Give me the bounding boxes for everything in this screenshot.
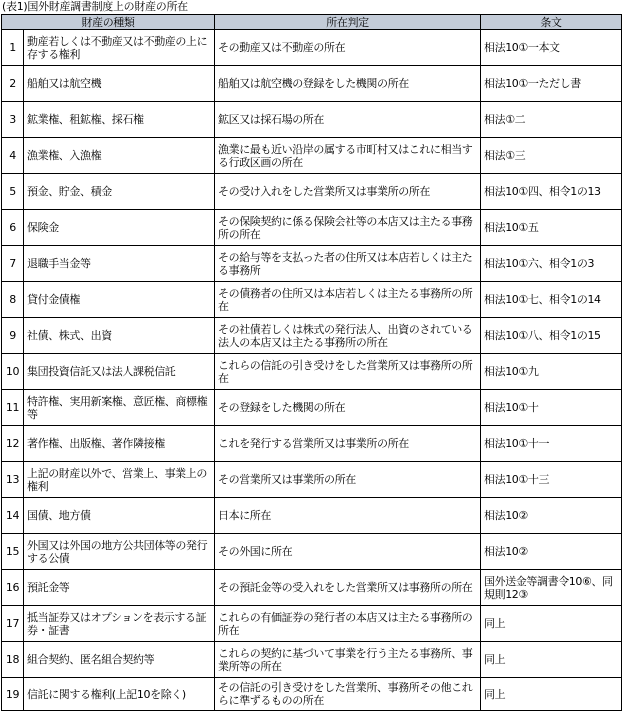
property-location-table (1, 14, 622, 711)
article-cell: 同上 (481, 678, 622, 711)
row-number: 13 (2, 462, 24, 498)
row-number: 9 (2, 318, 24, 354)
article-cell: 相法10①七、相令1の14 (481, 282, 622, 318)
location-cell: その登録をした機関の所在 (215, 390, 481, 426)
property-type-cell: 特許権、実用新案権、意匠権、商標権等 (24, 390, 215, 426)
article-cell: 相法10①一ただし書 (481, 66, 622, 102)
row-number: 14 (2, 498, 24, 534)
property-type-cell: 著作権、出版権、著作隣接権 (24, 426, 215, 462)
property-type-cell: 保険金 (24, 210, 215, 246)
table-row (2, 282, 622, 318)
row-number: 18 (2, 642, 24, 678)
article-cell: 相法10② (481, 534, 622, 570)
header-property-type: 財産の種類 (2, 15, 215, 30)
table-row (2, 498, 622, 534)
property-type-cell: 社債、株式、出資 (24, 318, 215, 354)
header-location: 所在判定 (215, 15, 481, 30)
article-cell: 相法10①九 (481, 354, 622, 390)
property-type-cell: 抵当証券又はオプションを表示する証券・証書 (24, 606, 215, 642)
article-cell: 相法10② (481, 498, 622, 534)
table-row (2, 210, 622, 246)
row-number: 5 (2, 174, 24, 210)
row-number: 4 (2, 138, 24, 174)
location-cell: その社債若しくは株式の発行法人、出資のされている法人の本店又は主たる事務所の所在 (215, 318, 481, 354)
table-row (2, 138, 622, 174)
row-number: 10 (2, 354, 24, 390)
table-row (2, 462, 622, 498)
article-cell: 相法10①八、相令1の15 (481, 318, 622, 354)
row-number: 7 (2, 246, 24, 282)
table-caption: (表1)国外財産調書制度上の財産の所在 (2, 0, 188, 13)
article-cell: 同上 (481, 606, 622, 642)
article-cell: 相法10①十 (481, 390, 622, 426)
row-number: 16 (2, 570, 24, 606)
table-row (2, 174, 622, 210)
location-cell: その外国に所在 (215, 534, 481, 570)
table-row (2, 246, 622, 282)
table-row (2, 606, 622, 642)
row-number: 12 (2, 426, 24, 462)
header-article: 条文 (481, 15, 622, 30)
table-row (2, 678, 622, 711)
table-row (2, 102, 622, 138)
row-number: 11 (2, 390, 24, 426)
location-cell: その営業所又は事業所の所在 (215, 462, 481, 498)
table-row (2, 66, 622, 102)
row-number: 1 (2, 30, 24, 66)
property-type-cell: 上記の財産以外で、営業上、事業上の権利 (24, 462, 215, 498)
location-cell: これを発行する営業所又は事業所の所在 (215, 426, 481, 462)
table-row (2, 30, 622, 66)
row-number: 17 (2, 606, 24, 642)
location-cell: その預託金等の受入れをした営業所又は事務所の所在 (215, 570, 481, 606)
property-type-cell: 集団投資信託又は法人課税信託 (24, 354, 215, 390)
article-cell: 相法10①一本文 (481, 30, 622, 66)
location-cell: その債務者の住所又は本店若しくは主たる事務所の所在 (215, 282, 481, 318)
row-number: 8 (2, 282, 24, 318)
table-row (2, 534, 622, 570)
property-type-cell: 退職手当金等 (24, 246, 215, 282)
location-cell: 鉱区又は採石場の所在 (215, 102, 481, 138)
location-cell: その受け入れをした営業所又は事業所の所在 (215, 174, 481, 210)
article-cell: 国外送金等調書令10⑥、同規則12③ (481, 570, 622, 606)
location-cell: その給与等を支払った者の住所又は本店若しくは主たる事務所 (215, 246, 481, 282)
property-type-cell: 貸付金債権 (24, 282, 215, 318)
table-row (2, 318, 622, 354)
article-cell: 相法10①五 (481, 210, 622, 246)
property-type-cell: 船舶又は航空機 (24, 66, 215, 102)
row-number: 19 (2, 678, 24, 711)
property-type-cell: 国債、地方債 (24, 498, 215, 534)
property-type-cell: 漁業権、入漁権 (24, 138, 215, 174)
article-cell: 相法①三 (481, 138, 622, 174)
article-cell: 同上 (481, 642, 622, 678)
row-number: 2 (2, 66, 24, 102)
property-type-cell: 動産若しくは不動産又は不動産の上に存する権利 (24, 30, 215, 66)
location-cell: その動産又は不動産の所在 (215, 30, 481, 66)
table-row (2, 390, 622, 426)
article-cell: 相法10①十三 (481, 462, 622, 498)
table-row (2, 426, 622, 462)
property-type-cell: 預託金等 (24, 570, 215, 606)
property-type-cell: 信託に関する権利(上記10を除く) (24, 678, 215, 711)
property-type-cell: 組合契約、匿名組合契約等 (24, 642, 215, 678)
table-row (2, 354, 622, 390)
location-cell: その保険契約に係る保険会社等の本店又は主たる事務所の所在 (215, 210, 481, 246)
location-cell: 船舶又は航空機の登録をした機関の所在 (215, 66, 481, 102)
table-row (2, 570, 622, 606)
article-cell: 相法10①六、相令1の3 (481, 246, 622, 282)
location-cell: 日本に所在 (215, 498, 481, 534)
location-cell: これらの有価証券の発行者の本店又は主たる事務所の所在 (215, 606, 481, 642)
header-row (2, 15, 622, 30)
location-cell: これらの信託の引き受けをした営業所又は事務所の所在 (215, 354, 481, 390)
property-type-cell: 外国又は外国の地方公共団体等の発行する公債 (24, 534, 215, 570)
row-number: 6 (2, 210, 24, 246)
table-row (2, 642, 622, 678)
location-cell: 漁業に最も近い沿岸の属する市町村又はこれに相当する行政区画の所在 (215, 138, 481, 174)
article-cell: 相法①二 (481, 102, 622, 138)
article-cell: 相法10①四、相令1の13 (481, 174, 622, 210)
article-cell: 相法10①十一 (481, 426, 622, 462)
location-cell: その信託の引き受けをした営業所、事務所その他これらに準ずるものの所在 (215, 678, 481, 711)
row-number: 15 (2, 534, 24, 570)
property-type-cell: 鉱業権、租鉱権、採石権 (24, 102, 215, 138)
row-number: 3 (2, 102, 24, 138)
property-type-cell: 預金、貯金、積金 (24, 174, 215, 210)
location-cell: これらの契約に基づいて事業を行う主たる事務所、事業所等の所在 (215, 642, 481, 678)
